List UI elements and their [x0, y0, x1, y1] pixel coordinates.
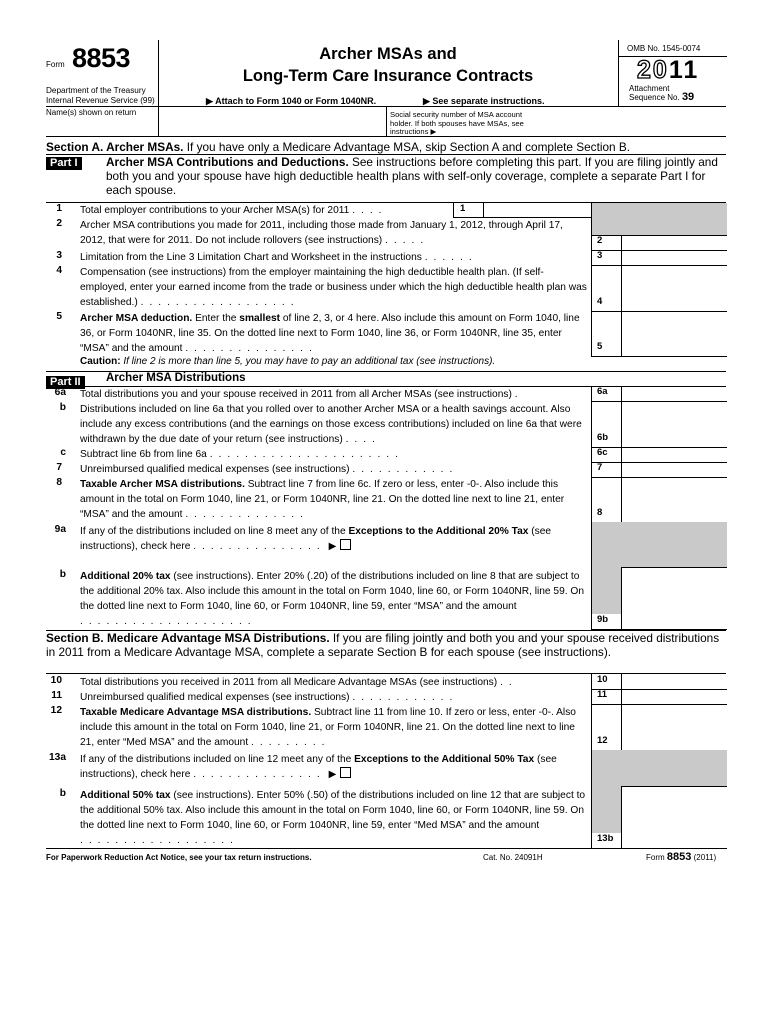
line-number: 11 — [51, 690, 62, 701]
sequence-number: 39 — [681, 91, 695, 103]
line-11-text: Unreimbursed qualified medical expenses (see instructions) — [80, 692, 350, 703]
ssn-field[interactable] — [386, 107, 727, 137]
line-text: Limitation from the Line 3 Limitation Chart and Worksheet in the instructions ...... — [80, 252, 478, 263]
line-13b-box-number: 13b — [597, 833, 614, 844]
attach-instruction: ▶ Attach to Form 1040 or Form 1040NR. — [206, 96, 377, 106]
line-number: 2 — [56, 218, 62, 229]
line-11-amount-field[interactable] — [621, 689, 727, 705]
line-text: Taxable Archer MSA distributions. Subtract line 7 from line 6c. If zero or less, enter -0-. Also include this amount in the total on Form 1040, line 21, or Form 1040NR, line 21. On the dotted line next to line 21, enter “MSA” and the amount .............. — [80, 479, 565, 520]
line-12-body: Subtract line 11 from line 10. If zero or less, enter -0-. Also include this amount in the total on Form 1040, line 21, or Form 1040NR, line 21. On the dotted line next to line 21, enter “Med MSA” and the amount — [80, 707, 576, 748]
line-number: 3 — [56, 250, 62, 261]
dept-line2: Internal Revenue Service (99) — [46, 96, 155, 105]
line-10-box-number: 10 — [597, 674, 608, 685]
line-3-amount-field[interactable] — [621, 250, 727, 266]
line-7-text: Unreimbursed qualified medical expenses (see instructions) — [80, 464, 350, 475]
line-11-box-number: 11 — [597, 689, 608, 700]
form-word: Form — [46, 60, 65, 69]
line-10-amount-field[interactable] — [621, 674, 727, 690]
line-number: 5 — [56, 311, 62, 322]
line-text: Total distributions you received in 2011 from all Medicare Advantage MSAs (see instructions) .. — [80, 677, 518, 688]
part1-text-block — [106, 155, 726, 197]
line-6c-amount-field[interactable] — [621, 447, 727, 463]
line-10-text: Total distributions you received in 2011 from all Medicare Advantage MSAs (see instructions) — [80, 677, 498, 688]
title-line2: Long-Term Care Insurance Contracts — [242, 67, 534, 85]
line-text: If any of the distributions included on line 8 meet any of the Exceptions to the Additional 20% Tax (see instructions), check here ............... ▶ — [80, 526, 552, 552]
line-6b-amount-field[interactable] — [621, 401, 727, 448]
line-8-body: Subtract line 7 from line 6c. If zero or less, enter -0-. Also include this amount in the total on Form 1040, line 21, or Form 1040NR, line 21. On the dotted line next to line 21, enter “MSA” and the amount — [80, 479, 565, 520]
line-8-amount-field[interactable] — [621, 477, 727, 523]
line-4-box-number: 4 — [597, 296, 603, 307]
caution-body: If line 2 is more than line 5, you may have to pay an additional tax (see instructions). — [120, 356, 496, 367]
line-5-text-c: of line 2, 3, or 4 here. Also include this amount on Form 1040, line 36, or Form 1040NR, line 35. On the dotted line next to Form 1040, line 36, or Form 1040NR, line 35, enter “MSA” and the amount — [80, 313, 580, 354]
form-footer — [46, 848, 726, 863]
line-5-bold: Archer MSA deduction. — [80, 313, 193, 324]
line-text: Unreimbursed qualified medical expenses (see instructions) ............ — [80, 692, 459, 703]
exception-50-checkbox[interactable] — [340, 767, 351, 778]
names-label: Name(s) shown on return — [46, 108, 137, 117]
line-9b-bold: Additional 20% tax — [80, 571, 171, 582]
attachment-label: Attachment — [629, 84, 670, 93]
line-6a-box-number: 6a — [597, 386, 608, 397]
line-9b-amount-field[interactable] — [621, 567, 727, 630]
line-6b-box-number: 6b — [597, 432, 609, 443]
omb-number: OMB No. 1545-0074 — [627, 44, 701, 53]
line-number: 1 — [56, 203, 62, 214]
line-13a-end: (see instructions), check here — [80, 754, 557, 780]
part1-tag: Part I — [46, 157, 82, 170]
line-8-box-number: 8 — [597, 507, 603, 518]
exception-20-checkbox[interactable] — [340, 539, 351, 550]
footer-form-number: 8853 — [666, 851, 692, 863]
part1-text: See instructions before completing this part. If you are filing jointly and both you and your spouse have high deductible health plans with self-only coverage, complete a separate Part I for each spouse. — [106, 155, 718, 197]
line-12-amount-field[interactable] — [621, 704, 727, 751]
line-1-text: Total employer contributions to your Archer MSA(s) for 2011 — [80, 205, 350, 216]
caution-label: Caution: — [80, 356, 121, 367]
names-row — [46, 106, 726, 137]
footer-form-id — [646, 851, 716, 863]
part2-tag: Part II — [46, 376, 85, 389]
line-3-text: Limitation from the Line 3 Limitation Chart and Worksheet in the instructions — [80, 252, 422, 263]
line-number: c — [60, 447, 66, 458]
line-2-text: Archer MSA contributions you made for 2011, including those made from January 1, 2012, through April 17, 2012, that were for 2011. Do not include rollovers (see instructions) — [80, 220, 563, 246]
line-text: Archer MSA contributions you made for 2011, including those made from January 1, 2012, through April 17, 2012, that were for 2011. Do not include rollovers (see instructions) ..... — [80, 220, 563, 246]
line-number: b — [59, 569, 66, 580]
line-4-amount-field[interactable] — [621, 266, 727, 312]
line-number: 9a — [54, 524, 66, 535]
line-5-smallest: smallest — [239, 313, 281, 324]
line-text: Taxable Medicare Advantage MSA distributions. Subtract line 11 from line 10. If zero or less, enter -0-. Also include this amount in the total on Form 1040, line 21, or Form 1040NR, line 21. On the dotted line next to line 21, enter “Med MSA” and the amount ......... — [80, 707, 576, 748]
line-9a-text: If any of the distributions included on line 8 meet any of the — [80, 526, 349, 537]
caution-text — [80, 356, 495, 367]
title-line1: Archer MSAs and — [319, 45, 457, 63]
caution-note — [46, 356, 726, 370]
line-6c-box-number: 6c — [597, 447, 608, 458]
form-8853-page — [46, 40, 726, 863]
part2-title: Archer MSA Distributions — [106, 372, 246, 384]
line-8-bold: Taxable Archer MSA distributions. — [80, 479, 245, 490]
line-6a-text: Total distributions you and your spouse received in 2011 from all Archer MSAs (see instructions) — [80, 389, 512, 400]
footer-form-word: Form — [646, 853, 665, 862]
form-header — [46, 40, 726, 137]
line-9a-bold: Exceptions to the Additional 20% Tax — [348, 526, 529, 537]
dept-line1: Department of the Treasury — [46, 86, 146, 95]
year-prefix: 20 — [637, 56, 669, 84]
section-a-text: If you have only a Medicare Advantage MSA, skip Section A and complete Section B. — [183, 140, 631, 154]
line-6b-text: Distributions included on line 6a that you rolled over to another Archer MSA or a health savings account. Also include any excess contributions (and the earnings on those excess contributions) included on line 6a that were withdrawn by the due date of your return (see instructions) — [80, 404, 582, 445]
line-text: Subtract line 6b from line 6a ...................... — [80, 449, 404, 460]
line-number: 4 — [56, 265, 62, 276]
line-7-amount-field[interactable] — [621, 462, 727, 478]
part2-heading — [46, 371, 726, 387]
section-b-heading — [46, 630, 726, 659]
section-b-text: If you are filing jointly and both you and your spouse received distributions in 2011 from a Medicare Advantage MSA, complete a separate Section B for each spouse (see instructions). — [46, 631, 720, 659]
line-number: 12 — [50, 705, 62, 716]
line-2-box-number: 2 — [597, 235, 603, 246]
form-title — [158, 43, 618, 87]
line-text: Total distributions you and your spouse received in 2011 from all Archer MSAs (see instructions) . — [80, 389, 524, 400]
section-a-heading — [46, 140, 726, 154]
line-13a-text: If any of the distributions included on line 12 meet any of the — [80, 754, 355, 765]
line-6a-amount-field[interactable] — [621, 386, 727, 402]
line-number: 6a — [54, 387, 66, 398]
paperwork-notice: For Paperwork Reduction Act Notice, see your tax return instructions. — [46, 853, 312, 862]
line-13a-bold: Exceptions to the Additional 50% Tax — [354, 754, 535, 765]
line-5-box-number: 5 — [597, 341, 603, 352]
ssn-label: Social security number of MSA account holder. If both spouses have MSAs, see instructions ▶ — [390, 110, 524, 137]
line-text: If any of the distributions included on line 12 meet any of the Exceptions to the Additional 50% Tax (see instructions), check here ............... ▶ — [80, 754, 557, 780]
line-6c-text: Subtract line 6b from line 6a — [80, 449, 207, 460]
line-text: Archer MSA deduction. Enter the smallest of line 2, 3, or 4 here. Also include this amount on Form 1040, line 36, or Form 1040NR, line 35. On the dotted line next to Form 1040, line 36, or Form 1040NR, line 35, enter “MSA” and the amount ............... — [80, 313, 580, 354]
section-a-title: Section A. Archer MSAs. — [46, 140, 184, 154]
line-text: Total employer contributions to your Archer MSA(s) for 2011 .... — [80, 205, 388, 216]
section-b-title: Section B. Medicare Advantage MSA Distributions. — [46, 631, 330, 645]
line-4-text: Compensation (see instructions) from the employer maintaining the high deductible health plan. (If self-employed, enter your earned income from the trade or business under which the high deductible health plan was established.) — [80, 267, 587, 308]
line-number: 7 — [56, 462, 62, 473]
line-5-text-a: Enter the — [192, 313, 240, 324]
attachment-sequence — [629, 84, 694, 102]
line-9b-box-number: 9b — [597, 614, 609, 625]
line-number: 10 — [50, 675, 62, 686]
line-5-amount-field[interactable] — [621, 311, 727, 357]
line-13b-amount-field[interactable] — [621, 786, 727, 849]
line-text: Unreimbursed qualified medical expenses (see instructions) ............ — [80, 464, 459, 475]
year-suffix: 11 — [668, 56, 700, 84]
line-text: Compensation (see instructions) from the employer maintaining the high deductible health plan. (If self-employed, enter your earned income from the trade or business under which the high deductible health plan was established.) .................. — [80, 267, 587, 308]
title-block — [158, 40, 618, 106]
line-13a — [46, 752, 726, 782]
line-number: 13a — [49, 752, 66, 763]
line-9b-body: (see instructions). Enter 20% (.20) of the distributions included on line 8 that are subject to the additional 20% tax. Also include this amount in the total on Form 1040, line 60, or Form 1040NR, line 59. On the dotted line next to Form 1040, line 60, or Form 1040NR, line 59, enter “MSA” and the amount — [80, 571, 585, 612]
catalog-number: Cat. No. 24091H — [483, 853, 543, 862]
omb-block — [618, 40, 727, 106]
line-3-box-number: 3 — [597, 250, 603, 261]
department-block — [46, 86, 158, 106]
line-1-box-number: 1 — [460, 203, 466, 214]
see-instructions: ▶ See separate instructions. — [423, 96, 545, 106]
tax-year — [637, 56, 699, 85]
form-number: 8853 — [72, 43, 131, 73]
line-text: Distributions included on line 6a that you rolled over to another Archer MSA or a health savings account. Also include any excess contributions (and the earnings on those excess contributions) included on line 6a that were withdrawn by the due date of your return (see instructions) .... — [80, 404, 582, 445]
footer-form-year: (2011) — [693, 853, 717, 862]
line-number: b — [59, 788, 66, 799]
line-12-bold: Taxable Medicare Advantage MSA distributions. — [80, 707, 312, 718]
part1-heading — [46, 154, 726, 197]
line-13b-body: (see instructions). Enter 50% (.50) of the distributions included on line 12 that are subject to the additional 50% tax. Also include this amount in the total on Form 1040, line 60, or Form 1040NR, line 59. On the dotted line next to Form 1040, line 60, or Form 1040NR, line 59, enter “Med MSA” and the amount — [80, 790, 586, 831]
line-2-amount-field[interactable] — [621, 235, 727, 251]
line-1-amount-field[interactable] — [483, 203, 592, 218]
line-number: 8 — [56, 477, 62, 488]
line-text: Additional 20% tax (see instructions). Enter 20% (.20) of the distributions included on line 8 that are subject to the additional 20% tax. Also include this amount in the total on Form 1040, line 60, or Form 1040NR, line 59. On the dotted line next to Form 1040, line 60, or Form 1040NR, line 59, enter “MSA” and the amount .................... — [80, 571, 585, 627]
part1-title: Archer MSA Contributions and Deductions. — [106, 155, 349, 169]
line-12-box-number: 12 — [597, 735, 608, 746]
line-number: b — [59, 402, 66, 413]
sequence-label: Sequence No. — [629, 93, 680, 102]
line-13b-bold: Additional 50% tax — [80, 790, 171, 801]
line-7-box-number: 7 — [597, 462, 603, 473]
line-9a — [46, 524, 726, 554]
line-text: Additional 50% tax (see instructions). Enter 50% (.50) of the distributions included on line 12 that are subject to the additional 50% tax. Also include this amount in the total on Form 1040, line 60, or Form 1040NR, line 59. On the dotted line next to Form 1040, line 60, or Form 1040NR, line 59, enter “Med MSA” and the amount .................. — [80, 790, 586, 846]
line-9a-end: (see instructions), check here — [80, 526, 552, 552]
